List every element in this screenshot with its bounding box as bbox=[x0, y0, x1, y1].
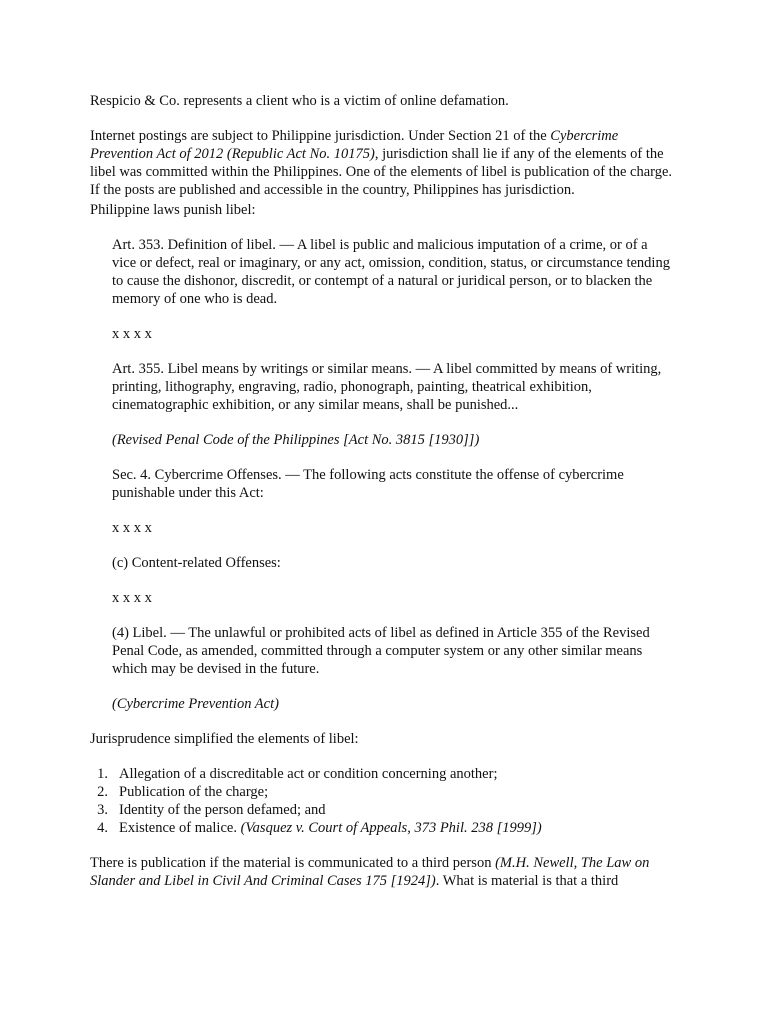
list-item-number: 1. bbox=[97, 766, 108, 782]
newell-citation: (M.H. Newell, The Law on Slander and Libel in Civil And Criminal Cases 175 [1924]) bbox=[90, 855, 650, 889]
document-page bbox=[90, 92, 680, 890]
publication-text-2: . What is material is that a third bbox=[435, 873, 619, 889]
list-item-text: Allegation of a discreditable act or condition concerning another; bbox=[119, 766, 498, 782]
jurisdiction-paragraph bbox=[90, 127, 680, 199]
statute-blockquote bbox=[112, 236, 672, 713]
list-item bbox=[90, 765, 680, 783]
jurisdiction-text-1: Internet postings are subject to Philippine jurisdiction. Under Section 21 of the bbox=[90, 128, 551, 144]
sec-4-paragraph: Sec. 4. Cybercrime Offenses. — The following acts constitute the offense of cybercrime punishable under this Act: bbox=[112, 467, 624, 501]
list-item-number: 4. bbox=[97, 820, 108, 836]
intro-paragraph: Respicio & Co. represents a client who is a victim of online defamation. bbox=[90, 93, 509, 109]
list-item bbox=[90, 819, 680, 837]
laws-intro-paragraph: Philippine laws punish libel: bbox=[90, 202, 256, 218]
cpa-citation bbox=[112, 695, 672, 713]
jurisdiction-text-2: , jurisdiction shall lie if any of the elements of the libel was committed within the Philippines. One of the elements of libel is publication of the charge. If the posts are published and accessible in the country, Philippines has jurisdiction. bbox=[90, 146, 673, 198]
publication-paragraph bbox=[90, 854, 680, 890]
rpc-citation bbox=[112, 431, 672, 449]
list-item-text: Publication of the charge; bbox=[119, 784, 269, 800]
vasquez-citation: (Vasquez v. Court of Appeals, 373 Phil. 238 [1999]) bbox=[240, 820, 542, 836]
cybercrime-act-citation: Cybercrime Prevention Act of 2012 (Republic Act No. 10175) bbox=[90, 128, 619, 162]
list-item bbox=[90, 801, 680, 819]
art-353-paragraph: Art. 353. Definition of libel. — A libel is public and malicious imputation of a crime, or of a vice or defect, real or imaginary, or any act, omission, condition, status, or circumstance tending to cause the dishonor, discredit, or contempt of a natural or juridical person, or to blacken the memory of one who is dead. bbox=[112, 237, 670, 307]
art-355-paragraph: Art. 355. Libel means by writings or similar means. — A libel committed by means of writing, printing, lithography, engraving, radio, phonograph, painting, theatrical exhibition, cinematographic exhibition, or any similar means, shall be punished... bbox=[112, 361, 662, 413]
ellipsis-3: x x x x bbox=[112, 590, 152, 606]
cpa-citation-text: (Cybercrime Prevention Act) bbox=[112, 696, 279, 712]
list-item-text: Identity of the person defamed; and bbox=[119, 802, 326, 818]
list-item bbox=[90, 783, 680, 801]
content-related-paragraph: (c) Content-related Offenses: bbox=[112, 555, 281, 571]
list-item-number: 3. bbox=[97, 802, 108, 818]
ellipsis-1: x x x x bbox=[112, 326, 152, 342]
ellipsis-2: x x x x bbox=[112, 520, 152, 536]
libel-4-paragraph: (4) Libel. — The unlawful or prohibited acts of libel as defined in Article 355 of the Revised Penal Code, as amended, committed through a computer system or any other similar means which may be devised in the future. bbox=[112, 625, 650, 677]
publication-text-1: There is publication if the material is communicated to a third person bbox=[90, 855, 496, 871]
list-item-text: Existence of malice. bbox=[119, 820, 241, 836]
rpc-citation-text: (Revised Penal Code of the Philippines [Act No. 3815 [1930]]) bbox=[112, 432, 480, 448]
elements-list bbox=[90, 765, 680, 837]
elements-intro-paragraph: Jurisprudence simplified the elements of libel: bbox=[90, 731, 359, 747]
list-item-number: 2. bbox=[97, 784, 108, 800]
